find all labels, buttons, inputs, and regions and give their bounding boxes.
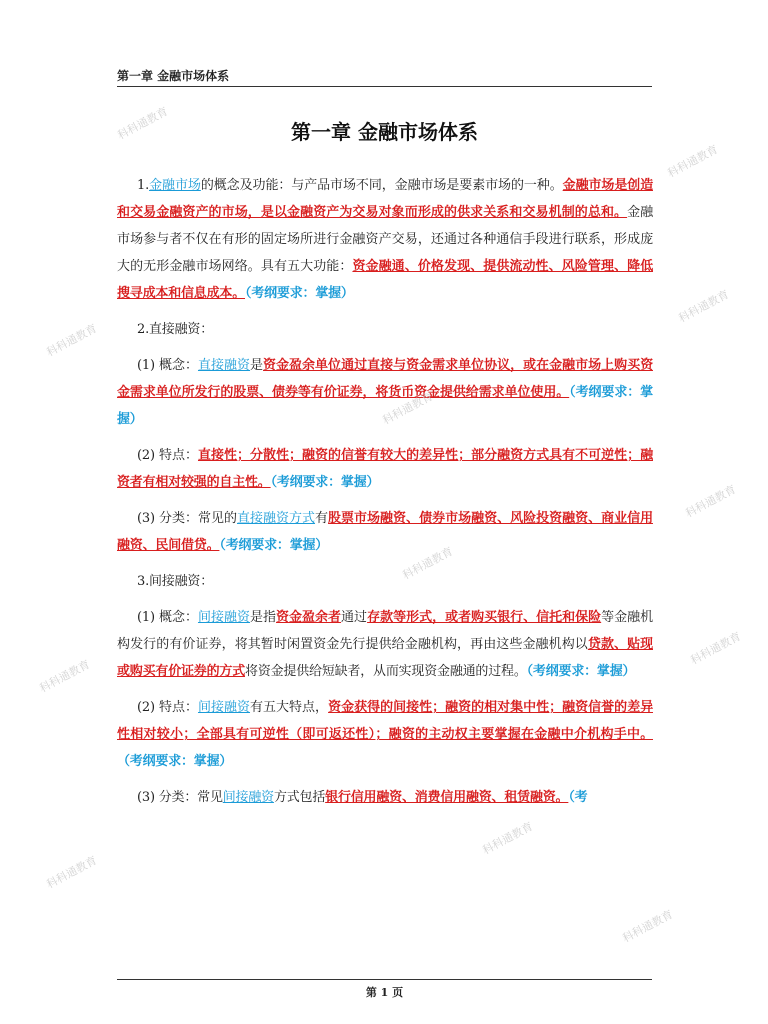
- classification-indirect-finance: 银行信用融资、消费信用融资、租赁融资。: [325, 790, 569, 805]
- five-functions: 资金融通、价格发现、提供流动性、风险管理、降低搜寻成本和信息成本。: [117, 259, 653, 301]
- watermark: 科科通教育: [400, 544, 456, 583]
- definition-direct-finance: 资金盈余单位通过直接与资金需求单位协议，或在金融市场上购买资金需求单位所发行的股票、债券等有价证券，将货币资金提供给需求单位使用。: [117, 358, 653, 400]
- syllabus-requirement: （考纲要求：掌握）: [117, 385, 653, 427]
- term-indirect-finance: 间接融资: [222, 790, 274, 805]
- watermark: 科科通教育: [115, 104, 171, 143]
- text: 通过: [341, 610, 368, 625]
- label: (1) 概念：: [137, 358, 198, 373]
- item-number: 1.: [137, 178, 150, 193]
- term-indirect-finance: 间接融资: [197, 610, 250, 625]
- label: (2) 特点：: [137, 700, 198, 715]
- indirect-concept: [117, 604, 653, 685]
- indirect-classification: [117, 784, 653, 811]
- syllabus-requirement: （考纲要求：掌握）: [219, 538, 329, 553]
- document-body: [117, 172, 653, 820]
- definition-financial-market: 金融市场是创造和交易金融资产的市场，是以金融资产为交易对象而形成的供求关系和交易机制的总和。: [117, 178, 653, 220]
- text: 将资金提供给短缺者，从而实现资金融通的过程。: [245, 664, 527, 679]
- watermark: 科科通教育: [688, 629, 744, 668]
- watermark: 科科通教育: [37, 657, 93, 696]
- label: (3) 分类：常见: [137, 790, 223, 805]
- text: 是: [250, 358, 264, 373]
- watermark: 科科通教育: [480, 819, 536, 858]
- chapter-title: 第一章 金融市场体系: [291, 120, 478, 144]
- features-indirect-finance: 资金获得的间接性；融资的相对集中性；融资信誉的差异性相对较小；全部具有可逆性（即可返还性）；融资的主动权主要掌握在金融中介机构手中。: [117, 700, 653, 742]
- label: (1) 概念：: [137, 610, 198, 625]
- watermark: 科科通教育: [44, 321, 100, 360]
- direct-features: [117, 442, 653, 496]
- text: 方式包括: [273, 790, 326, 805]
- classification-direct-finance: 股票市场融资、债券市场融资、风险投资融资、商业信用融资、民间借贷。: [117, 511, 653, 553]
- watermark: 科科通教育: [620, 907, 676, 946]
- syllabus-requirement: （考纲要求：掌握）: [526, 664, 636, 679]
- watermark: 科科通教育: [676, 287, 732, 326]
- page-header: 第一章 金融市场体系: [117, 66, 652, 87]
- text: 等金融机构发行的有价证券，将其暂时闲置资金先行提供给金融机构，再由这些金融机构以: [117, 610, 653, 652]
- term-financial-market: 金融市场: [149, 178, 201, 193]
- term-indirect-finance: 间接融资: [197, 700, 251, 715]
- watermark: 科科通教育: [683, 482, 739, 521]
- label: (2) 特点：: [137, 448, 198, 463]
- syllabus-requirement: （考纲要求：掌握）: [117, 754, 233, 769]
- highlight: 贷款、贴现或购买有价证券的方式: [117, 637, 653, 679]
- syllabus-requirement: （考纲要求：掌握）: [245, 286, 354, 301]
- heading-indirect-finance: 3.间接融资：: [137, 574, 214, 589]
- heading-direct-finance: 2.直接融资：: [137, 322, 214, 337]
- syllabus-requirement: （考纲要求：掌握）: [270, 475, 380, 490]
- text: 是指: [250, 610, 277, 625]
- watermark: 科科通教育: [44, 853, 100, 892]
- text: 有: [315, 511, 329, 526]
- direct-concept: [117, 352, 653, 433]
- label: (3) 分类：常见的: [137, 511, 237, 526]
- watermark: 科科通教育: [665, 142, 721, 181]
- text: 的概念及功能：与产品市场不同，金融市场是要素市场的一种。: [200, 178, 563, 193]
- text: 金融市场参与者不仅在有形的固定场所进行金融资产交易，还通过各种通信手段进行联系，形成庞大的无形金融市场网络。具有五大功能：: [117, 205, 653, 274]
- text: 有五大特点，: [250, 700, 329, 715]
- page-footer: 第 1 页: [117, 979, 652, 1000]
- highlight: 资金盈余者: [276, 610, 342, 625]
- paragraph-financial-market: [117, 172, 653, 307]
- term-direct-finance: 直接融资: [197, 358, 251, 373]
- features-direct-finance: 直接性；分散性；融资的信誉有较大的差异性；部分融资方式具有不可逆性；融资者有相对较强的自主性。: [117, 448, 653, 490]
- term-direct-methods: 直接融资方式: [236, 511, 316, 526]
- highlight: 存款等形式，或者购买银行、信托和保险: [367, 610, 602, 625]
- direct-classification: [117, 505, 653, 559]
- watermark: 科科通教育: [380, 389, 436, 428]
- indirect-features: [117, 694, 653, 775]
- syllabus-requirement: （考: [568, 790, 588, 805]
